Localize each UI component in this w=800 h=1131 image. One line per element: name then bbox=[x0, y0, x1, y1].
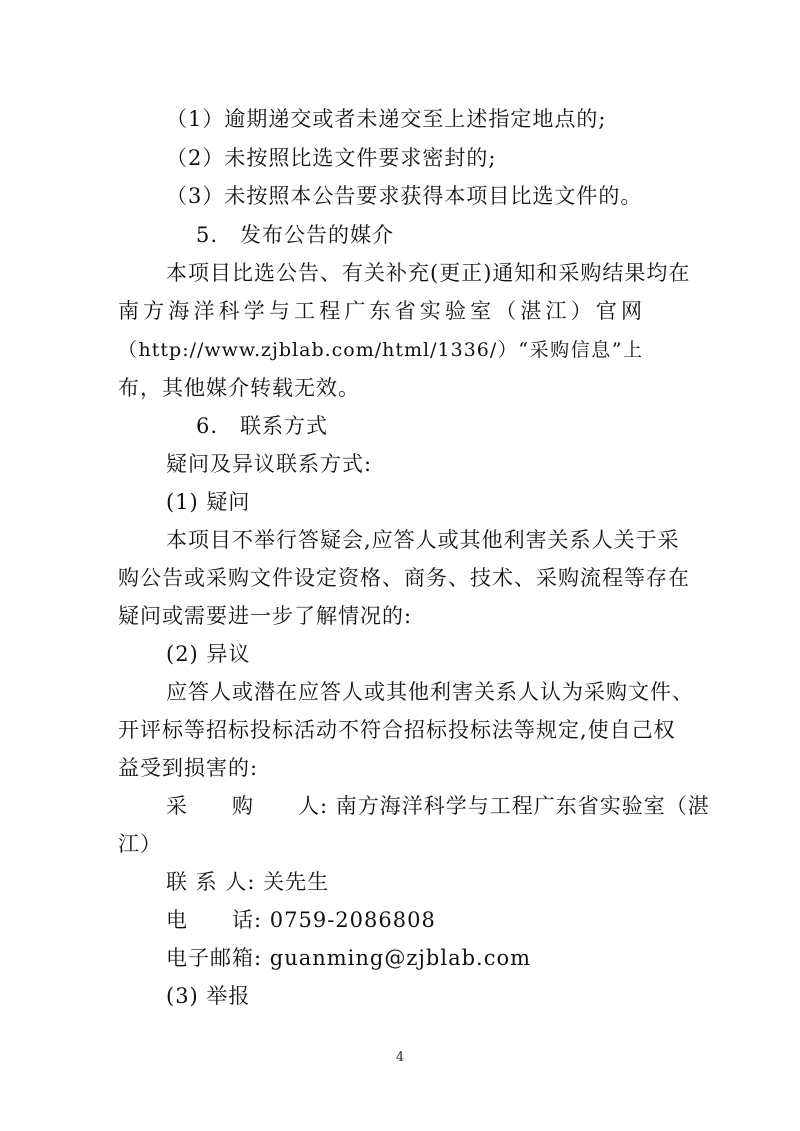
paragraph-line: 购公告或采购文件设定资格、商务、技术、采购流程等存在 bbox=[118, 566, 690, 590]
purchaser-line: 采 购 人: 南方海洋科学与工程广东省实验室（湛 bbox=[166, 794, 710, 818]
item-overdue-submission: （1）逾期递交或者未递交至上述指定地点的; bbox=[166, 107, 607, 131]
paragraph-line: 益受到损害的: bbox=[118, 756, 259, 780]
paragraph-line: 南方海洋科学与工程广东省实验室（湛江）官网 bbox=[118, 299, 643, 323]
contact-person-line: 联 系 人: 关先生 bbox=[166, 870, 330, 894]
paragraph-line: 布，其他媒介转载无效。 bbox=[118, 376, 360, 400]
purchaser-line-continued: 江） bbox=[118, 832, 162, 856]
item-not-sealed: （2）未按照比选文件要求密封的; bbox=[166, 146, 497, 170]
subheading-inquiry: (1) 疑问 bbox=[166, 490, 251, 514]
item-no-documents: （3）未按照本公告要求获得本项目比选文件的。 bbox=[166, 184, 643, 208]
subheading-report: (3) 举报 bbox=[166, 984, 251, 1008]
paragraph-line: 应答人或潜在应答人或其他利害关系人认为采购文件、 bbox=[166, 680, 694, 704]
email-line: 电子邮箱: guanming@zjblab.com bbox=[166, 946, 532, 970]
paragraph-line: 本项目不举行答疑会,应答人或其他利害关系人关于采 bbox=[166, 528, 680, 552]
subheading-objection: (2) 异议 bbox=[166, 642, 251, 666]
paragraph-line-url: （http://www.zjblab.com/html/1336/）“采购信息”上 bbox=[118, 339, 643, 361]
section-heading-contact: 6. 联系方式 bbox=[196, 414, 329, 438]
phone-line: 电 话: 0759-2086808 bbox=[166, 908, 436, 932]
page-number: 4 bbox=[395, 1050, 405, 1065]
paragraph-line: 疑问及异议联系方式: bbox=[166, 452, 373, 476]
section-heading-media: 5. 发布公告的媒介 bbox=[196, 223, 395, 247]
paragraph-line: 本项目比选公告、有关补充(更正)通知和采购结果均在 bbox=[166, 261, 691, 285]
paragraph-line: 疑问或需要进一步了解情况的: bbox=[118, 604, 413, 628]
paragraph-line: 开评标等招标投标活动不符合招标投标法等规定,使自己权 bbox=[118, 718, 676, 742]
